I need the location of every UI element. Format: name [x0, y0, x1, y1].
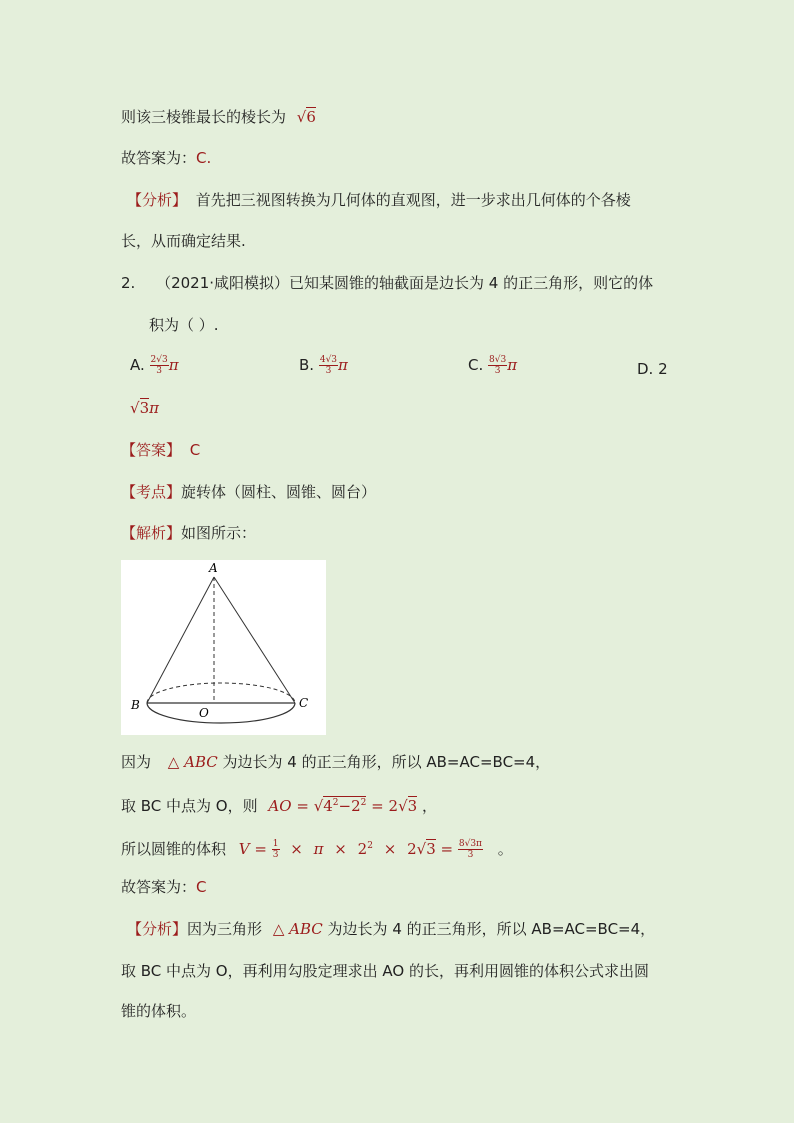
solution-section [121, 522, 256, 544]
solution-text: 如图所示： [181, 524, 257, 542]
pi-symbol: π [313, 840, 324, 858]
analysis-2-line-1 [127, 918, 655, 940]
answer-section [121, 439, 200, 461]
analysis-2-line-3 [121, 1000, 196, 1022]
option-c-fraction: $\frac{8√3}{3}$ [489, 355, 507, 376]
ao-sqrt-expression: $√4^2-2^2$ [313, 797, 367, 815]
analysis-1-line-1 [127, 189, 631, 211]
option-d [637, 358, 668, 380]
option-a-label: A. [130, 356, 145, 374]
times-3: × [383, 840, 397, 858]
volume-equals-2: = [440, 840, 454, 858]
one-third-fraction: $\frac{1}{3}$ [272, 839, 279, 860]
topic-tag: 【考点】 [121, 483, 182, 501]
analysis2-abc: ABC [289, 920, 323, 938]
option-b-label: B. [299, 356, 315, 374]
s1-text: 为边长为 4 的正三角形，所以 AB=AC=BC=4， [222, 753, 551, 771]
option-d-label: D. 2 [637, 360, 668, 378]
analysis2-text-3: 锥的体积。 [121, 1002, 197, 1020]
option-a-pi: π [168, 356, 179, 374]
answer-line-2 [121, 876, 207, 898]
analysis2-tag: 【分析】 [127, 920, 188, 938]
option-d-continued [130, 397, 159, 419]
times-2: × [334, 840, 347, 858]
statement-3 [121, 835, 513, 860]
label-a: A [209, 561, 218, 575]
analysis-text-2: 长，从而确定结果. [121, 232, 246, 250]
ao-result: 2√3 [388, 797, 418, 815]
question-number: 2. [121, 274, 136, 292]
triangle-abc: ABC [184, 753, 218, 771]
question-text-2: 积为（ ）. [149, 316, 219, 334]
ao-symbol: AO [268, 797, 292, 815]
s1-prefix: 因为 [121, 753, 152, 771]
option-c-pi: π [507, 356, 518, 374]
analysis2-triangle: △ [272, 920, 285, 938]
option-c-label: C. [468, 356, 484, 374]
triangle-symbol: △ [167, 753, 180, 771]
answer-prefix: 故答案为： [121, 149, 197, 167]
analysis-tag: 【分析】 [127, 191, 188, 209]
question-2-line-1 [121, 272, 653, 294]
solution-tag: 【解析】 [121, 524, 182, 542]
option-a [130, 354, 179, 376]
volume-symbol: V [238, 840, 250, 858]
answer2-value: C [196, 878, 207, 896]
answer-letter: C [189, 441, 201, 459]
answer-line-1 [121, 147, 211, 169]
cone-diagram [121, 560, 326, 735]
conclusion-line [121, 106, 316, 128]
sqrt-value: √6 [296, 108, 316, 126]
option-d-root: √3 [130, 399, 150, 417]
two-squared: $2^2$ [357, 840, 373, 858]
statement-2 [121, 792, 437, 817]
cone-edge-ac [214, 577, 295, 703]
cone-figure [121, 560, 326, 735]
analysis-1-line-2 [121, 230, 246, 252]
answer2-prefix: 故答案为： [121, 878, 197, 896]
question-2-line-2 [149, 314, 219, 336]
two-root-three: 2√3 [407, 840, 436, 858]
s2-prefix: 取 BC 中点为 O，则 [121, 797, 258, 815]
cone-base-front [147, 703, 295, 723]
s3-tail: 。 [497, 840, 513, 858]
times-1: × [290, 840, 303, 858]
analysis2-text-2: 取 BC 中点为 O，再利用勾股定理求出 AO 的长，再利用圆锥的体积公式求出圆 [121, 962, 649, 980]
s3-prefix: 所以圆锥的体积 [121, 840, 227, 858]
s2-tail: ， [421, 797, 437, 815]
analysis2-text-a: 因为三角形 [187, 920, 263, 938]
topic-text: 旋转体（圆柱、圆锥、圆台） [181, 483, 377, 501]
label-b: B [131, 698, 140, 712]
analysis2-text-b: 为边长为 4 的正三角形，所以 AB=AC=BC=4， [327, 920, 656, 938]
option-d-pi: π [149, 399, 159, 417]
option-a-fraction: $\frac{2√3}{3}$ [150, 355, 168, 376]
ao-equals-2: = [371, 797, 384, 815]
volume-equals: = [254, 840, 267, 858]
conclusion-text: 则该三棱锥最长的棱长为 [121, 108, 287, 126]
option-b-fraction: $\frac{4√3}{3}$ [319, 355, 338, 376]
cone-edge-ab [147, 577, 214, 703]
option-b [299, 354, 348, 376]
label-o: O [199, 706, 209, 720]
topic-section [121, 481, 376, 503]
question-text: （2021·咸阳模拟）已知某圆锥的轴截面是边长为 4 的正三角形，则它的体 [156, 274, 654, 292]
ao-equals: = [296, 797, 309, 815]
label-c: C [299, 696, 309, 710]
answer-value: C. [196, 149, 212, 167]
option-b-pi: π [338, 356, 348, 374]
analysis-text: 首先把三视图转换为几何体的直观图，进一步求出几何体的个各棱 [195, 191, 631, 209]
cone-base-back [147, 683, 295, 703]
option-c [468, 354, 517, 376]
analysis-2-line-2 [121, 960, 649, 982]
answer-tag: 【答案】 [121, 441, 182, 459]
volume-result-fraction: $\frac{8√3\pi}{3}$ [458, 839, 482, 860]
statement-1 [121, 751, 550, 773]
